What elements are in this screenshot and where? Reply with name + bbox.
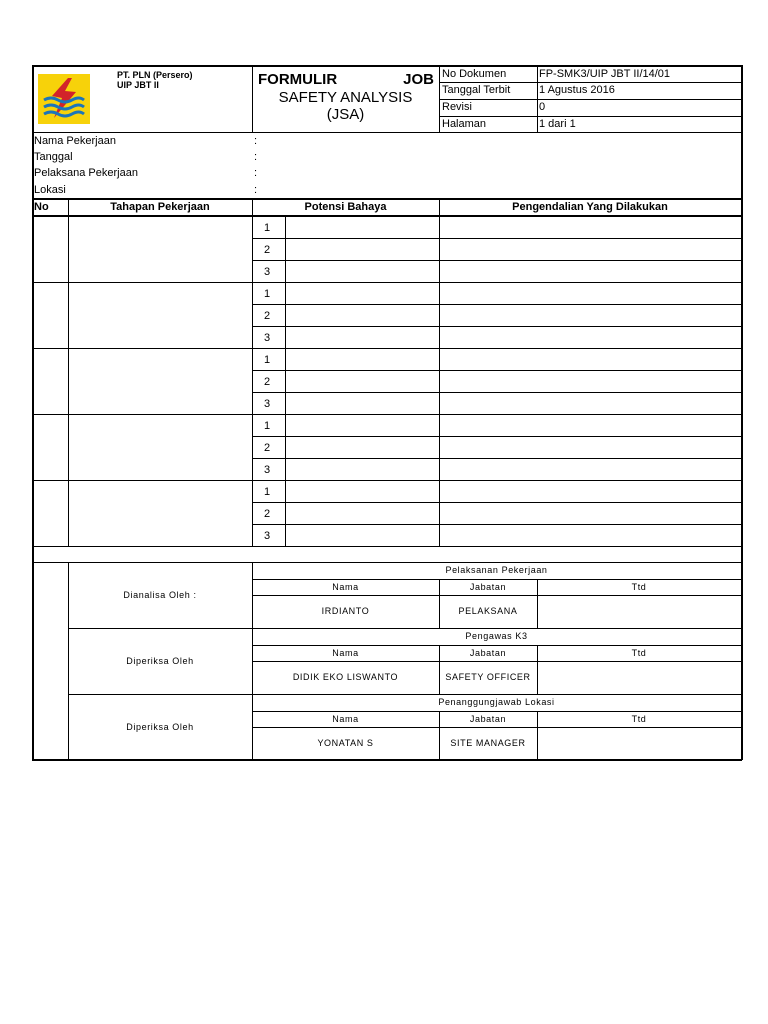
grid-line [252,370,742,371]
column-header-no: No [34,201,49,213]
info-field-label: Nama Pekerjaan [34,135,116,147]
grid-line [68,694,742,695]
grid-line [252,198,253,546]
step-row-number: 2 [264,508,271,520]
grid-line [68,562,69,760]
signoff-position: SAFETY OFFICER [445,672,531,682]
grid-line [439,116,742,117]
grid-line [252,65,253,132]
title-word-formulir: FORMULIR [258,71,338,88]
grid-line [439,645,440,694]
grid-line [252,595,742,596]
signoff-label: Diperiksa Oleh [126,722,194,732]
meta-label: No Dokumen [442,68,507,80]
grid-line [252,579,742,580]
unit-name: UIP JBT II [117,80,159,90]
grid-line [32,215,742,217]
step-row-number: 3 [264,530,271,542]
info-field-separator: : [254,151,258,163]
grid-line [252,711,742,712]
grid-line [252,458,742,459]
grid-line [439,99,742,100]
grid-line [32,414,742,415]
title-line-3: (JSA) [326,106,365,123]
grid-line [439,711,440,760]
step-row-number: 1 [264,222,271,234]
grid-line [285,348,286,414]
step-row-number: 1 [264,354,271,366]
step-row-number: 2 [264,244,271,256]
signoff-signature-box [537,661,741,694]
signoff-name: DIDIK EKO LISWANTO [292,672,399,682]
step-row-number: 3 [264,332,271,344]
meta-value: 1 Agustus 2016 [539,84,615,96]
title-word-job: JOB [403,71,434,88]
meta-label: Halaman [442,118,487,130]
grid-line [32,546,742,547]
pln-logo-icon [38,74,90,124]
grid-line [285,216,286,282]
grid-line [252,645,742,646]
grid-line [32,562,742,563]
signoff-position: PELAKSANA [458,606,518,616]
grid-line [285,480,286,546]
grid-line [252,260,742,261]
step-row-number: 1 [264,486,271,498]
meta-label: Revisi [442,101,472,113]
grid-line [439,579,440,628]
title-line-2: SAFETY ANALYSIS [278,89,413,106]
grid-line [537,645,538,694]
company-name: PT. PLN (Persero) [117,70,193,80]
meta-value: 0 [539,101,546,113]
signoff-col-ttd: Ttd [631,582,647,592]
step-row-number: 3 [264,266,271,278]
grid-line [252,436,742,437]
grid-line [32,480,742,481]
grid-line [741,132,742,199]
signoff-col-jabatan: Jabatan [469,582,507,592]
signoff-position: SITE MANAGER [450,738,526,748]
grid-line [439,198,440,546]
step-row-number: 1 [264,288,271,300]
info-field-separator: : [254,135,258,147]
signoff-role-group: Penanggungjawab Lokasi [438,697,555,707]
grid-line [252,304,742,305]
grid-line [252,727,742,728]
info-field-separator: : [254,184,258,196]
grid-line [285,414,286,480]
grid-line [537,711,538,760]
column-header-tahapan: Tahapan Pekerjaan [110,201,210,213]
signoff-col-jabatan: Jabatan [469,648,507,658]
grid-line [252,326,742,327]
grid-line [68,628,742,629]
grid-line [32,132,742,133]
grid-line [285,282,286,348]
grid-line [32,348,742,349]
grid-line [537,579,538,628]
signoff-name: YONATAN S [317,738,374,748]
meta-value: FP-SMK3/UIP JBT II/14/01 [539,68,671,80]
signoff-role-group: Pelaksanan Pekerjaan [445,565,548,575]
step-row-number: 2 [264,442,271,454]
meta-label: Tanggal Terbit [442,84,511,96]
signoff-label: Dianalisa Oleh : [123,590,197,600]
signoff-col-nama: Nama [332,648,359,658]
grid-line [252,238,742,239]
grid-line [252,502,742,503]
column-header-potensi: Potensi Bahaya [304,201,387,213]
step-row-number: 2 [264,376,271,388]
grid-line [32,198,742,200]
signoff-col-nama: Nama [332,714,359,724]
grid-line [32,65,742,67]
signoff-col-ttd: Ttd [631,714,647,724]
info-field-label: Tanggal [34,151,73,163]
signoff-role-group: Pengawas K3 [465,631,528,641]
grid-line [32,65,34,760]
signoff-signature-box [537,727,741,760]
grid-line [252,392,742,393]
signoff-col-ttd: Ttd [631,648,647,658]
signoff-signature-box [537,595,741,628]
signoff-col-jabatan: Jabatan [469,714,507,724]
grid-line [252,661,742,662]
grid-line [32,282,742,283]
step-row-number: 3 [264,398,271,410]
grid-line [439,82,742,83]
step-row-number: 3 [264,464,271,476]
grid-line [252,524,742,525]
step-row-number: 1 [264,420,271,432]
signoff-label: Diperiksa Oleh [126,656,194,666]
column-header-pengendalian: Pengendalian Yang Dilakukan [512,201,668,213]
signoff-name: IRDIANTO [321,606,370,616]
grid-line [32,759,742,761]
meta-value: 1 dari 1 [539,118,576,130]
info-field-label: Pelaksana Pekerjaan [34,167,138,179]
info-field-separator: : [254,167,258,179]
info-field-label: Lokasi [34,184,66,196]
step-row-number: 2 [264,310,271,322]
grid-line [68,198,69,546]
signoff-col-nama: Nama [332,582,359,592]
